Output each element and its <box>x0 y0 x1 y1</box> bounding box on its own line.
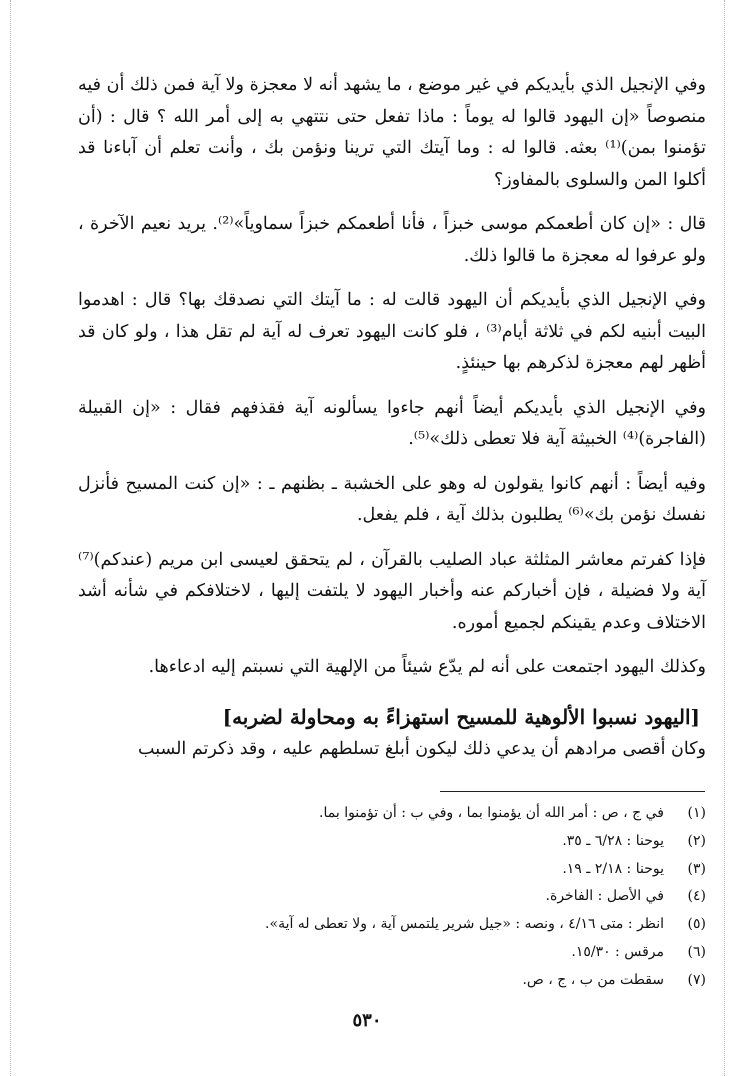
footnote-text: سقطت من ب ، ج ، ص. <box>522 971 664 988</box>
footnote-number: (٧) <box>687 971 706 988</box>
footnote-number: (٦) <box>687 943 706 960</box>
footnotes <box>170 800 706 995</box>
footnote-text: مرقس : ١٥/٣٠. <box>571 943 664 960</box>
footnote <box>170 800 706 828</box>
section-paragraph: وكان أقصى مرادهم أن يدعي ذلك ليكون أبلغ تسلطهم عليه ، وقد ذكرتم السبب <box>138 738 706 759</box>
footnote-text: في الأصل : الفاخرة. <box>545 888 664 905</box>
footnote-number: (٥) <box>687 916 706 933</box>
paragraph-7: وكذلك اليهود اجتمعت على أنه لم يدّع شيئاً من الإلهية التي نسبتم إليه ادعاءها. <box>148 657 706 677</box>
paragraph-4: وفي الإنجيل الذي بأيديكم أيضاً أنهم جاءوا يسألونه آية فقذفهم فقال : «إن القبيلة (الفاجرة)⁽⁴⁾ الخبيثة آية فلا تعطى ذلك»⁽⁵⁾. <box>78 397 706 449</box>
footnote <box>170 939 706 967</box>
footnote <box>170 967 706 995</box>
footnote-text: يوحنا : ٦/٢٨ ـ ٣٥. <box>562 832 664 849</box>
footnote-number: (٢) <box>687 832 706 849</box>
footnote-text: انظر : متى ٤/١٦ ، ونصه : «جيل شرير يلتمس آية ، ولا تعطى له آية». <box>265 916 664 933</box>
footnote-text: في ج ، ص : أمر الله أن يؤمنوا بما ، وفي ب : أن تؤمنوا بما. <box>319 805 664 821</box>
page-edge-right <box>724 0 725 1076</box>
footnote-number: (٤) <box>687 888 706 905</box>
page-number: ٥٣٠ <box>352 1010 382 1031</box>
footnote-text: يوحنا : ٢/١٨ ـ ١٩. <box>562 860 664 877</box>
paragraph-2: قال : «إن كان أطعمكم موسى خبزاً ، فأنا أطعمكم خبزاً سماوياً»⁽²⁾. يريد نعيم الآخرة ، ولو عرفوا له معجزة ما قالوا ذلك. <box>78 214 706 266</box>
footnote-divider <box>440 791 705 792</box>
main-text <box>78 70 706 778</box>
footnote <box>170 883 706 911</box>
paragraph-5: وفيه أيضاً : أنهم كانوا يقولون له وهو على الخشبة ـ بظنهم ـ : «إن كنت المسيح فأنزل نفسك نؤمن بك»⁽⁶⁾ يطلبون بذلك آية ، فلم يفعل. <box>78 473 706 525</box>
page-edge-left <box>10 0 11 1076</box>
footnote-number: (١) <box>687 805 706 821</box>
footnote <box>170 856 706 884</box>
footnote <box>170 911 706 939</box>
paragraph-3: وفي الإنجيل الذي بأيديكم أن اليهود قالت له : ما آيتك التي نصدقك بها؟ قال : اهدموا البيت أبنيه لكم في ثلاثة أيام⁽³⁾ ، فلو كانت اليهود تعرف له آية لم تقل هذا ، ولو كان قد أظهر لهم معجزة لذكرهم بها حينئذٍ. <box>78 290 706 373</box>
footnote <box>170 828 706 856</box>
footnote-number: (٣) <box>687 860 706 877</box>
paragraph-1: وفي الإنجيل الذي بأيديكم في غير موضع ، ما يشهد أنه لا معجزة ولا آية فمن ذلك أن فيه منصوصاً «إن اليهود قالوا له يوماً : ماذا تفعل حتى نتتهي به إلى أمر الله ؟ قال : (أن تؤمنوا بمن)⁽¹⁾ بعثه. قالوا له : وما آيتك التي ترينا ونؤمن بك ، وأنت تعلم أن آباءنا قد أكلوا المن والسلوى بالمفاوز؟ <box>78 75 706 190</box>
section-heading: [اليهود نسبوا الألوهية للمسيح استهزاءً به ومحاولة لضربه] <box>222 704 700 729</box>
paragraph-6: فإذا كفرتم معاشر المثلثة عباد الصليب بالقرآن ، لم يتحقق لعيسى ابن مريم (عندكم)⁽⁷⁾ آية ولا فضيلة ، فإن أخباركم عنه وأخبار اليهود لا يلتفت إليها ، لاختلافكم في شأنه أشد الاختلاف وعدم يقينكم لجميع أموره. <box>78 549 706 633</box>
